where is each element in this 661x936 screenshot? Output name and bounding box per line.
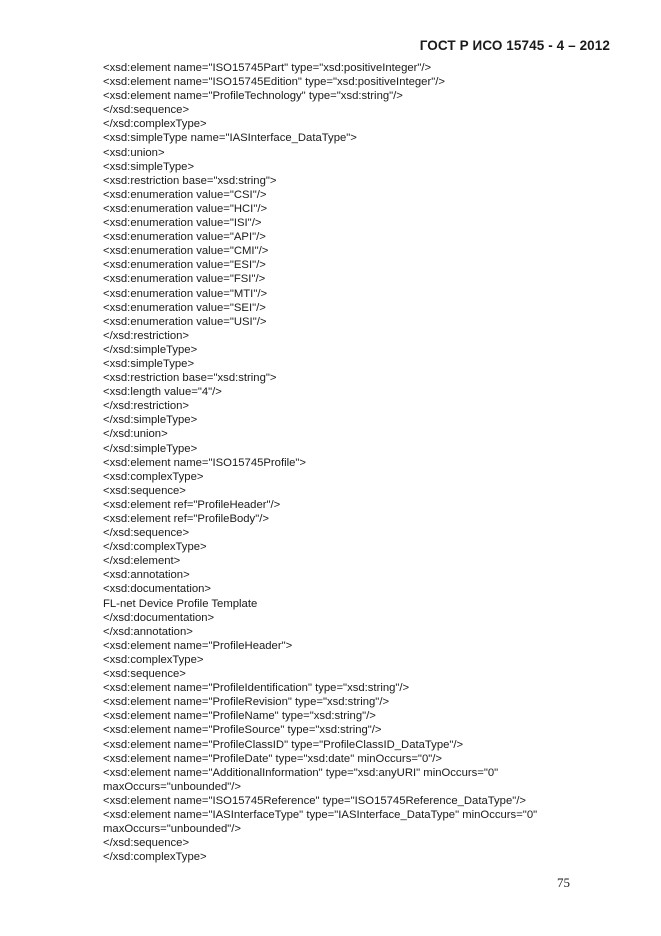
code-line: <xsd:enumeration value="HCI"/> (103, 202, 268, 215)
xml-code-listing (103, 61, 537, 864)
code-line: <xsd:element name="ProfileClassID" type="ProfileClassID_DataType"/> (103, 738, 464, 751)
code-line: <xsd:complexType> (103, 653, 204, 666)
code-line: </xsd:simpleType> (103, 343, 198, 356)
code-line: <xsd:enumeration value="SEI"/> (103, 301, 266, 314)
code-line: <xsd:documentation> (103, 583, 212, 596)
code-line: <xsd:enumeration value="API"/> (103, 231, 266, 244)
code-line: <xsd:enumeration value="CSI"/> (103, 188, 267, 201)
code-line: </xsd:restriction> (103, 400, 190, 413)
code-line: </xsd:complexType> (103, 851, 207, 864)
code-line: <xsd:element name="ProfileName" type="xsd:string"/> (103, 710, 376, 723)
code-line: <xsd:length value="4"/> (103, 386, 222, 399)
code-line: <xsd:enumeration value="USI"/> (103, 315, 267, 328)
code-line: <xsd:simpleType> (103, 160, 195, 173)
code-line: <xsd:element name="ISO15745Part" type="xsd:positiveInteger"/> (103, 62, 432, 74)
page-number: 75 (557, 875, 570, 890)
code-line: </xsd:sequence> (103, 527, 190, 540)
code-line: </xsd:sequence> (103, 837, 190, 850)
document-header: ГОСТ Р ИСО 15745 - 4 – 2012 (419, 38, 610, 53)
code-line: <xsd:element ref="ProfileHeader"/> (103, 498, 281, 511)
code-line: <xsd:enumeration value="ISI"/> (103, 217, 262, 230)
code-line: maxOccurs="unbounded"/> (103, 780, 242, 793)
code-line: FL-net Device Profile Template (103, 597, 258, 610)
code-line: </xsd:sequence> (103, 104, 190, 117)
code-line: <xsd:element name="ProfileTechnology" type="xsd:string"/> (103, 90, 403, 103)
code-line: <xsd:enumeration value="CMI"/> (103, 245, 269, 258)
code-line: <xsd:element name="ProfileHeader"> (103, 639, 293, 652)
code-line: </xsd:documentation> (103, 611, 215, 624)
code-line: <xsd:simpleType> (103, 357, 195, 370)
code-line: <xsd:element name="ISO15745Reference" type="ISO15745Reference_DataType"/> (103, 794, 526, 807)
code-line: <xsd:enumeration value="FSI"/> (103, 273, 266, 286)
code-line: </xsd:simpleType> (103, 414, 198, 427)
code-line: </xsd:complexType> (103, 541, 207, 554)
code-line: </xsd:restriction> (103, 329, 190, 342)
code-line: <xsd:enumeration value="MTI"/> (103, 287, 268, 300)
code-line: <xsd:element name="AdditionalInformation" type="xsd:anyURI" minOccurs="0" (103, 766, 499, 779)
code-line: <xsd:enumeration value="ESI"/> (103, 259, 266, 272)
code-line: </xsd:union> (103, 428, 168, 441)
code-line: <xsd:simpleType name="IASInterface_DataType"> (103, 132, 357, 145)
code-line: <xsd:sequence> (103, 668, 186, 681)
code-line: <xsd:element name="ISO15745Edition" type="xsd:positiveInteger"/> (103, 76, 445, 89)
code-line: <xsd:element name="ProfileSource" type="xsd:string"/> (103, 724, 382, 737)
code-line: <xsd:sequence> (103, 484, 186, 497)
code-line: </xsd:complexType> (103, 118, 207, 131)
code-line: <xsd:restriction base="xsd:string"> (103, 174, 277, 187)
code-line: <xsd:union> (103, 146, 165, 159)
code-line: <xsd:element name="ProfileRevision" type="xsd:string"/> (103, 696, 390, 709)
code-line: </xsd:annotation> (103, 625, 193, 638)
code-line: <xsd:element ref="ProfileBody"/> (103, 513, 269, 525)
code-line: <xsd:restriction base="xsd:string"> (103, 372, 277, 385)
code-line: <xsd:complexType> (103, 470, 204, 483)
code-line: <xsd:element name="ISO15745Profile"> (103, 456, 307, 469)
code-line: <xsd:element name="ProfileIdentification" type="xsd:string"/> (103, 682, 410, 695)
code-line: <xsd:annotation> (103, 569, 190, 582)
code-line: </xsd:element> (103, 555, 181, 568)
code-line: <xsd:element name="IASInterfaceType" type="IASInterface_DataType" minOccurs="0" (103, 808, 538, 821)
code-line: maxOccurs="unbounded"/> (103, 823, 242, 836)
code-line: </xsd:simpleType> (103, 442, 198, 455)
code-line: <xsd:element name="ProfileDate" type="xsd:date" minOccurs="0"/> (103, 752, 442, 765)
